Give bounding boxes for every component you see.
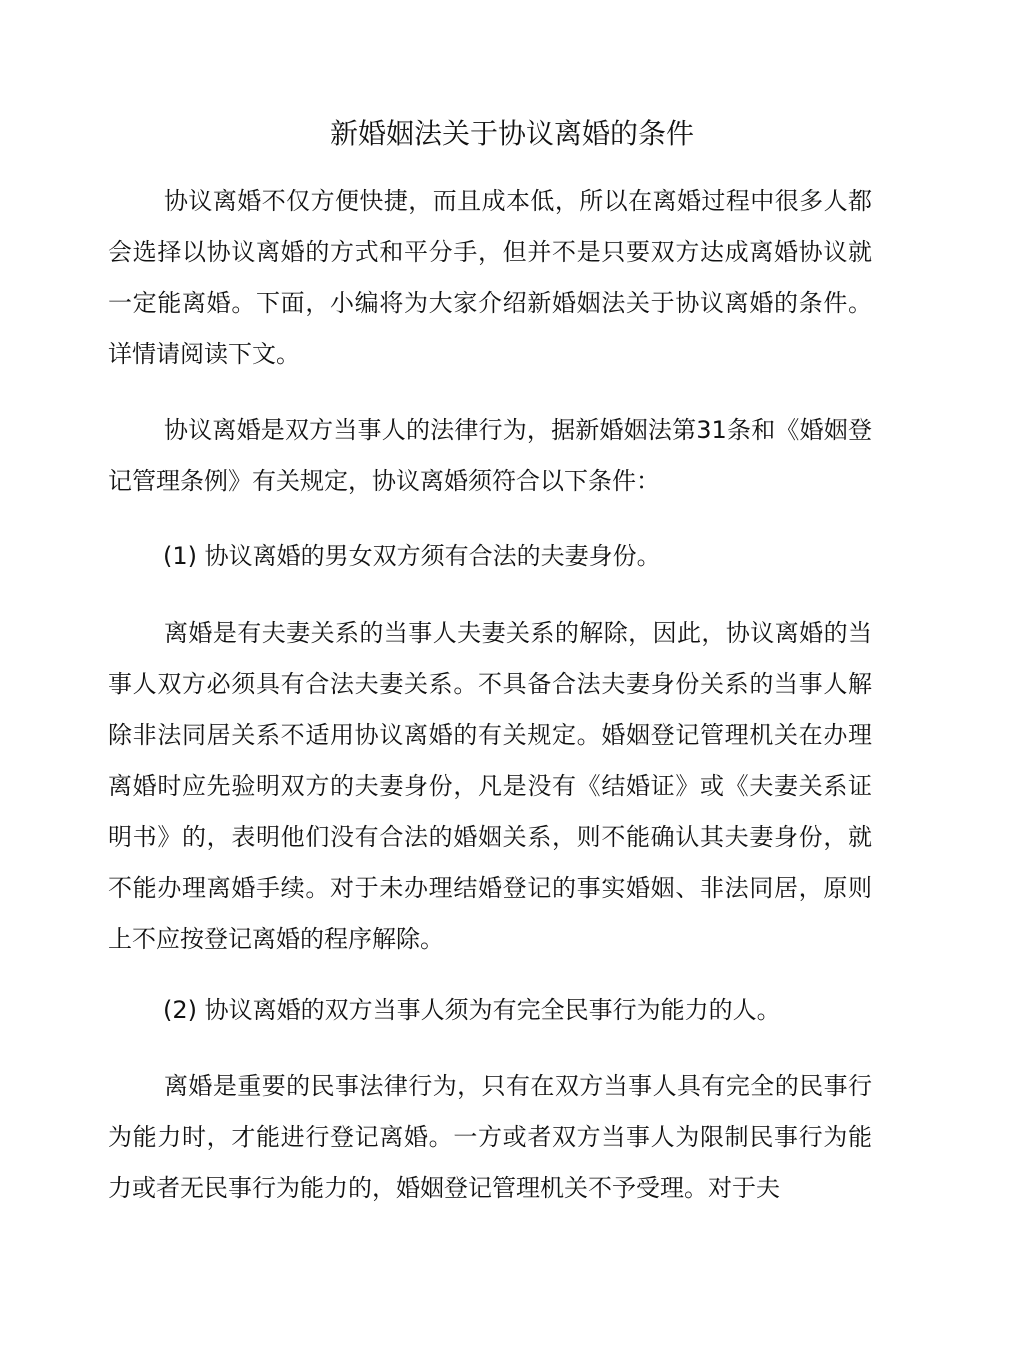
legal-basis-paragraph: 协议离婚是双方当事人的法律行为，据新婚姻法第31条和《婚姻登记管理条例》有关规定，协议离婚须符合以下条件： <box>108 416 872 495</box>
condition-1-body: 离婚是有夫妻关系的当事人夫妻关系的解除，因此，协议离婚的当事人双方必须具有合法夫妻关系。不具备合法夫妻身份关系的当事人解除非法同居关系不适用协议离婚的有关规定。婚姻登记管理机关在办理离婚时应先验明双方的夫妻身份，凡是没有《结婚证》或《夫妻关系证明书》的，表明他们没有合法的婚姻关系，则不能确认其夫妻身份，就不能办理离婚手续。对于未办理结婚登记的事实婚姻、非法同居，原则上不应按登记离婚的程序解除。 <box>108 619 872 953</box>
document-title: 新婚姻法关于协议离婚的条件 <box>329 117 694 150</box>
condition-1-heading: (1) 协议离婚的男女双方须有合法的夫妻身份。 <box>163 542 661 570</box>
condition-2-body: 离婚是重要的民事法律行为，只有在双方当事人具有完全的民事行为能力时，才能进行登记离婚。一方或者双方当事人为限制民事行为能力或者无民事行为能力的，婚姻登记管理机关不予受理。对于夫 <box>108 1072 872 1202</box>
condition-2-heading: (2) 协议离婚的双方当事人须为有完全民事行为能力的人。 <box>163 996 781 1024</box>
intro-paragraph: 协议离婚不仅方便快捷，而且成本低，所以在离婚过程中很多人都会选择以协议离婚的方式和平分手，但并不是只要双方达成离婚协议就一定能离婚。下面，小编将为大家介绍新婚姻法关于协议离婚的条件。详情请阅读下文。 <box>108 187 872 368</box>
